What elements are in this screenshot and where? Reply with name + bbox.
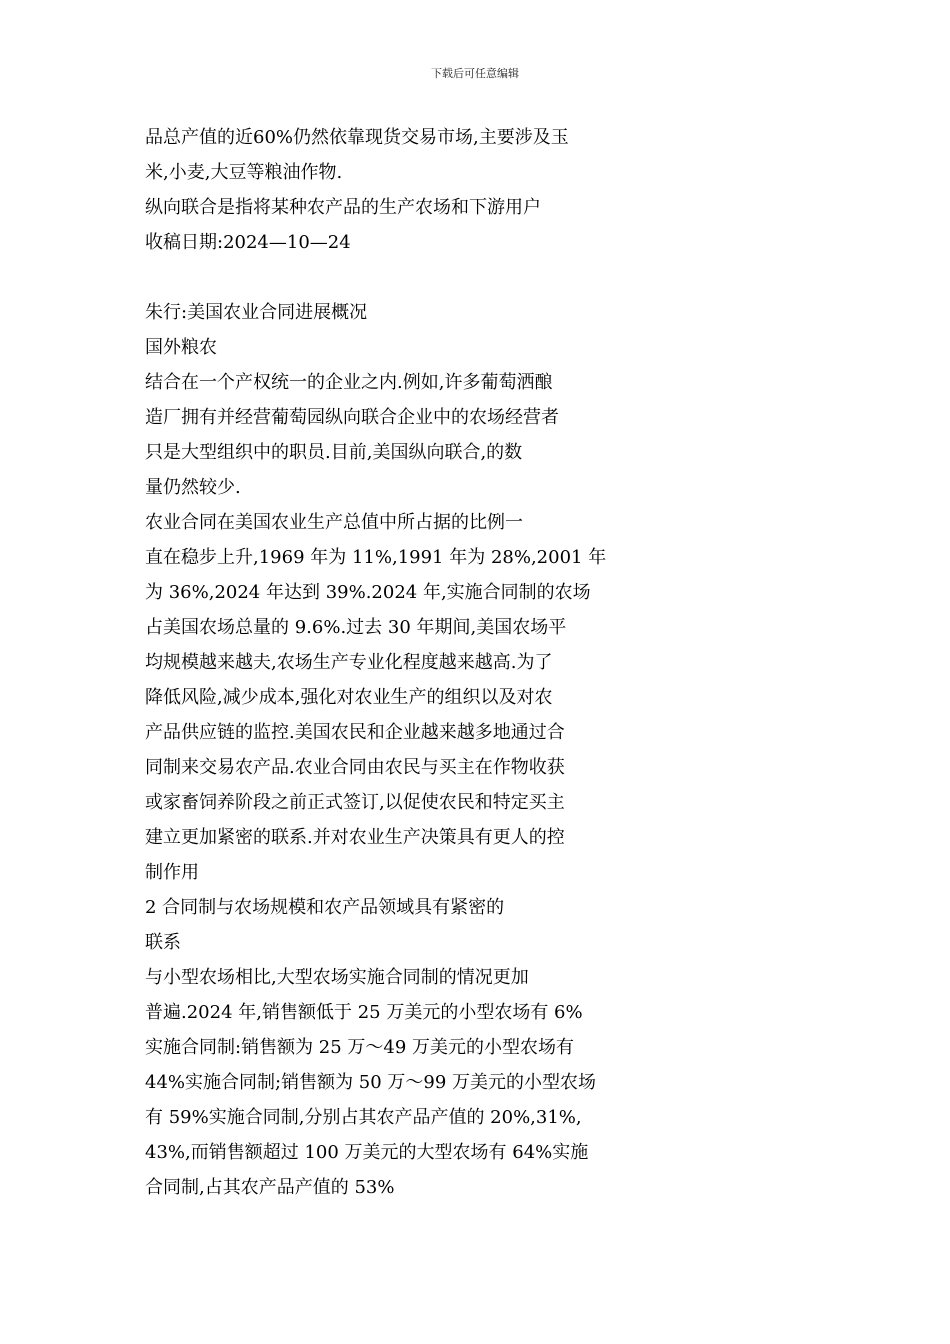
text-line: 只是大型组织中的职员.目前,美国纵向联合,的数 (145, 442, 523, 463)
page-header: 下载后可任意编辑 (431, 67, 519, 80)
section-heading-line: 2 合同制与农场规模和农产品领域具有紧密的 (145, 897, 505, 918)
text-line: 造厂拥有并经营葡萄园纵向联合企业中的农场经营者 (145, 407, 559, 428)
text-line: 普遍.2024 年,销售额低于 25 万美元的小型农场有 6% (145, 1002, 583, 1023)
text-line: 均规模越来越夫,农场生产专业化程度越来越高.为了 (145, 652, 553, 673)
section-heading-line: 联系 (145, 932, 181, 953)
text-line: 制作用 (145, 862, 199, 883)
text-line: 米,小麦,大豆等粮油作物. (145, 162, 343, 183)
text-line: 结合在一个产权统一的企业之内.例如,许多葡萄洒酿 (145, 372, 553, 393)
text-line: 有 59%实施合同制,分别占其农产品产值的 20%,31%, (145, 1107, 582, 1128)
journal-name-line: 国外粮农 (145, 337, 217, 358)
text-line: 品总产值的近60%仍然依靠现货交易市场,主要涉及玉 (145, 127, 569, 148)
text-line: 为 36%,2024 年达到 39%.2024 年,实施合同制的农场 (145, 582, 591, 603)
text-line: 降低风险,减少成本,强化对农业生产的组织以及对农 (145, 687, 553, 708)
text-line: 纵向联合是指将某种农产品的生产农场和下游用户 (145, 197, 541, 218)
text-line: 或家畜饲养阶段之前正式签订,以促使农民和特定买主 (145, 792, 565, 813)
text-line: 43%,而销售额超过 100 万美元的大型农场有 64%实施 (145, 1142, 589, 1163)
received-date-line: 收稿日期:2024—10—24 (145, 232, 351, 253)
text-line: 合同制,占其农产品产值的 53% (145, 1177, 395, 1198)
text-line: 占美国农场总量的 9.6%.过去 30 年期间,美国农场平 (145, 617, 567, 638)
blank-line (145, 260, 615, 295)
text-line: 与小型农场相比,大型农场实施合同制的情况更加 (145, 967, 529, 988)
text-line: 农业合同在美国农业生产总值中所占据的比例一 (145, 512, 523, 533)
text-line: 建立更加紧密的联系.并对农业生产决策具有更人的控 (145, 827, 565, 848)
text-line: 直在稳步上升,1969 年为 11%,1991 年为 28%,2001 年 (145, 547, 607, 568)
text-line: 产品供应链的监控.美国农民和企业越来越多地通过合 (145, 722, 565, 743)
text-line: 实施合同制:销售额为 25 万～49 万美元的小型农场有 (145, 1037, 575, 1058)
text-line: 44%实施合同制;销售额为 50 万～99 万美元的小型农场 (145, 1072, 597, 1093)
text-line: 量仍然较少. (145, 477, 241, 498)
document-body (145, 120, 615, 1205)
text-line: 同制来交易农产品.农业合同由农民与买主在作物收获 (145, 757, 565, 778)
article-title-line: 朱行:美国农业合同进展概况 (145, 302, 368, 323)
